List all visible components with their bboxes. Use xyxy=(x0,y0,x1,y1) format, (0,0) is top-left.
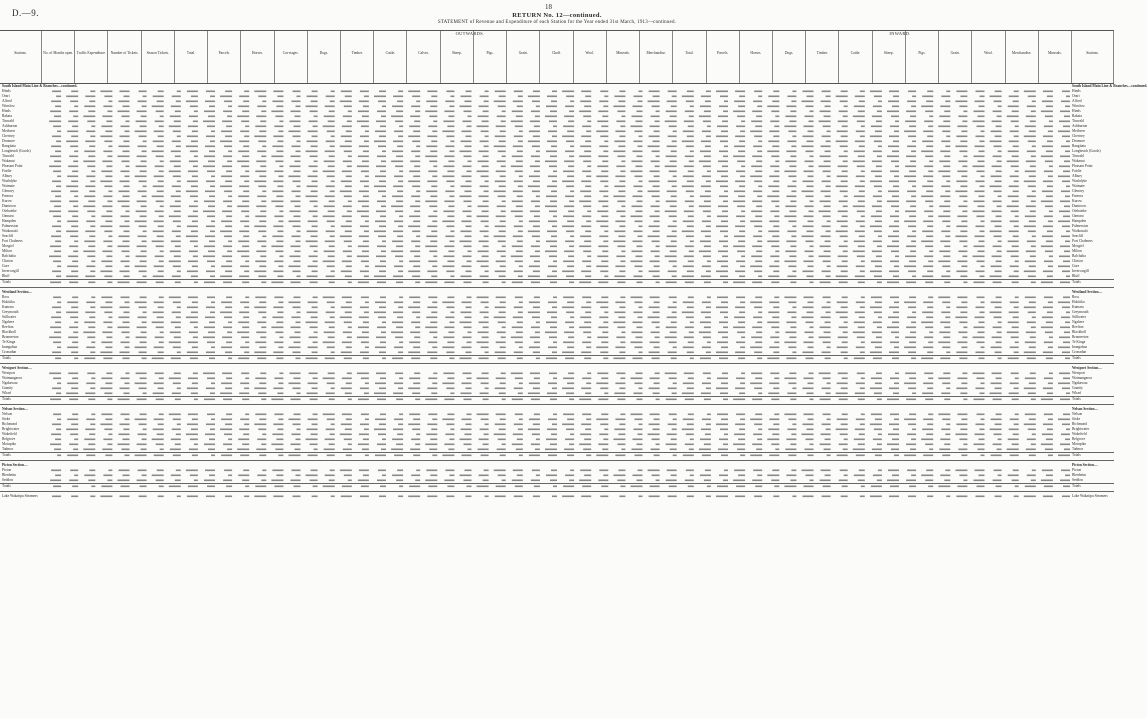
station-name: Washdyke xyxy=(1072,179,1087,183)
column-header: Sheep. xyxy=(873,31,906,83)
station-name: Bluff xyxy=(2,274,10,278)
station-name: Wakefield xyxy=(1072,432,1087,436)
station-name: Methven xyxy=(2,129,15,133)
table-row xyxy=(44,280,1070,285)
column-header: Sheep. xyxy=(441,31,474,83)
column-header: Dogs. xyxy=(773,31,806,83)
table-row xyxy=(44,397,1070,402)
station-name: Dromore xyxy=(1072,139,1085,143)
section-heading: South Island Main Line & Branches—continued. xyxy=(2,84,78,88)
station-name: Tadmor xyxy=(1072,447,1084,451)
station-name: Inangahua xyxy=(2,345,17,349)
table-row xyxy=(44,484,1070,489)
column-header: Dogs. xyxy=(308,31,341,83)
station-name: Nelson xyxy=(1072,412,1083,416)
section-rule xyxy=(0,483,1114,484)
station-name: Totals xyxy=(1072,484,1081,488)
station-name: Stillwater xyxy=(1072,315,1086,319)
station-name: Stoke xyxy=(2,417,11,421)
station-name: Seacliff xyxy=(1072,234,1084,238)
station-name: Pleasant Point xyxy=(2,164,23,168)
station-name: Clinton xyxy=(2,259,13,263)
station-name: Tinwald xyxy=(2,154,14,158)
station-name: Brunnerton xyxy=(2,335,19,339)
station-name: Waimate xyxy=(2,184,15,188)
column-header: Parcels. xyxy=(208,31,241,83)
station-name: Westport xyxy=(1072,371,1085,375)
station-name: Hinds xyxy=(2,109,11,113)
station-name: Waimate xyxy=(1072,184,1085,188)
column-header: Cattle. xyxy=(839,31,872,83)
station-name: Longbeach (Goods) xyxy=(2,149,31,153)
station-name: Waimangaroa xyxy=(2,376,22,380)
column-header: Number of Tickets. xyxy=(108,31,141,83)
station-name: Duntroon xyxy=(2,204,16,208)
section-heading: Westport Section— xyxy=(1072,366,1102,370)
station-name: Lake Wakatipu Steamers xyxy=(2,494,38,498)
table-row xyxy=(44,453,1070,458)
station-name: Pareora xyxy=(2,194,13,198)
column-header: Calves. xyxy=(407,31,440,83)
station-name: Palmerston xyxy=(1072,224,1089,228)
station-name: Blackball xyxy=(2,330,16,334)
section-rule xyxy=(0,396,1114,397)
station-name: Ross xyxy=(1072,295,1079,299)
station-name: Clinton xyxy=(1072,259,1083,263)
station-name: Greymouth xyxy=(2,310,19,314)
station-name: Alford xyxy=(2,99,12,103)
column-header: Minerals. xyxy=(607,31,640,83)
station-name: Blenheim xyxy=(1072,473,1086,477)
page-header xyxy=(0,0,1114,28)
station-name: Otekaieke xyxy=(2,209,17,213)
station-name: Stillwater xyxy=(2,315,16,319)
column-header: Car-riages. xyxy=(275,31,308,83)
station-name: Inangahua xyxy=(1072,345,1087,349)
station-name: Totals xyxy=(2,356,11,360)
station-name: Blackball xyxy=(1072,330,1086,334)
section-heading: Nelson Section— xyxy=(2,407,29,411)
station-name: Palmerston xyxy=(2,224,19,228)
station-name: Waimangaroa xyxy=(1072,376,1092,380)
station-name: Pareora xyxy=(1072,194,1083,198)
station-name: Totals xyxy=(1072,356,1081,360)
station-name: Belgrove xyxy=(1072,437,1086,441)
station-name: Richmond xyxy=(1072,422,1087,426)
column-header: Stations. xyxy=(1072,31,1114,83)
station-name: Hampden xyxy=(2,219,16,223)
section-rule xyxy=(0,491,1114,492)
station-name: Nelson xyxy=(2,412,13,416)
station-name: Reefton xyxy=(2,325,14,329)
station-name: Tinwald xyxy=(1072,154,1084,158)
section-heading: Westland Section— xyxy=(2,290,33,294)
column-header: Cattle. xyxy=(374,31,407,83)
station-name: Port Chalmers xyxy=(1072,239,1093,243)
station-name: Chertsey xyxy=(1072,134,1085,138)
station-name: Orari xyxy=(2,94,10,98)
section-heading: Westport Section— xyxy=(2,366,32,370)
station-name: Tadmor xyxy=(2,447,14,451)
column-header: Horses. xyxy=(740,31,773,83)
station-name: Albury xyxy=(1072,174,1083,178)
station-name: Ngahere xyxy=(1072,320,1085,324)
column-header: No. of Months open. xyxy=(42,31,75,83)
station-name: Rangitata xyxy=(1072,144,1086,148)
station-name: Totals xyxy=(2,397,11,401)
station-name: Totals xyxy=(1072,280,1081,284)
station-name: Winslow xyxy=(1072,104,1085,108)
section-rule xyxy=(0,363,1114,364)
station-name: Rakaia xyxy=(2,114,12,118)
station-name: Kurow xyxy=(2,199,12,203)
station-name: Waikouaiti xyxy=(2,229,18,233)
column-header: Minerals. xyxy=(1039,31,1072,83)
station-name: Seddon xyxy=(1072,478,1083,482)
station-name: Glenavy xyxy=(2,189,15,193)
station-name: Greymouth xyxy=(1072,310,1089,314)
station-name: Orari xyxy=(1072,94,1080,98)
station-name: Invercargill xyxy=(2,269,19,273)
section-heading: Nelson Section— xyxy=(1072,407,1099,411)
station-name: Richmond xyxy=(2,422,17,426)
station-name: Belgrove xyxy=(2,437,16,441)
section-rule xyxy=(0,279,1114,280)
table-header xyxy=(0,30,1114,84)
station-name: Hinds xyxy=(2,89,11,93)
station-name: Milton xyxy=(1072,249,1082,253)
station-name: Duntroon xyxy=(1072,204,1086,208)
document-reference: D.—9. xyxy=(12,8,39,18)
station-name: Seddon xyxy=(2,478,13,482)
station-name: Te Kinga xyxy=(1072,340,1086,344)
section-heading: Picton Section— xyxy=(2,463,28,467)
station-name: Granity xyxy=(2,386,13,390)
section-heading: South Island Main Line & Branches—continued. xyxy=(1072,84,1147,88)
station-name: Motupiko xyxy=(2,442,17,446)
station-name: Balclutha xyxy=(2,254,16,258)
section-rule xyxy=(0,452,1114,453)
station-name: Gore xyxy=(2,264,10,268)
station-name: Invercargill xyxy=(1072,269,1089,273)
station-name: Chertsey xyxy=(2,134,15,138)
table-row xyxy=(44,356,1070,361)
station-name: Albury xyxy=(2,174,13,178)
station-name: Brunnerton xyxy=(1072,335,1089,339)
station-name: Stoke xyxy=(1072,417,1081,421)
station-name: Ross xyxy=(2,295,9,299)
column-header: Horses. xyxy=(241,31,274,83)
section-heading: Picton Section— xyxy=(1072,463,1098,467)
station-name: Fairlie xyxy=(2,169,12,173)
station-name: Reefton xyxy=(1072,325,1084,329)
station-name: Seacliff xyxy=(2,234,14,238)
station-name: Fairlie xyxy=(1072,169,1082,173)
station-name: Brightwater xyxy=(2,427,20,431)
station-name: Te Kinga xyxy=(2,340,16,344)
station-name: Methven xyxy=(1072,129,1085,133)
station-name: Glenavy xyxy=(1072,189,1085,193)
station-name: Ngakawau xyxy=(2,381,18,385)
station-name: Cronadun xyxy=(2,350,17,354)
station-name: Milton xyxy=(2,249,12,253)
station-name: Wharf xyxy=(1072,391,1082,395)
section-rule xyxy=(0,287,1114,288)
station-name: Kurow xyxy=(1072,199,1082,203)
station-name: Ashburton xyxy=(2,124,18,128)
station-name: Hinds xyxy=(1072,89,1081,93)
column-header: Total. xyxy=(175,31,208,83)
return-title: RETURN No. 12—continued. xyxy=(512,12,602,19)
section-rule xyxy=(0,460,1114,461)
station-name: Otekaieke xyxy=(1072,209,1087,213)
station-name: Hokitika xyxy=(1072,300,1085,304)
station-name: Granity xyxy=(1072,386,1083,390)
station-name: Ashburton xyxy=(1072,124,1088,128)
column-header: Timber. xyxy=(341,31,374,83)
column-header: Merchandise. xyxy=(640,31,673,83)
column-header: Grain. xyxy=(939,31,972,83)
station-name: Pleasant Point xyxy=(1072,164,1093,168)
column-header: Traffic Expenditure. xyxy=(75,31,108,83)
station-name: Dromore xyxy=(2,139,15,143)
station-name: Ngahere xyxy=(2,320,15,324)
station-name: Longbeach (Goods) xyxy=(1072,149,1101,153)
column-header: Wool. xyxy=(972,31,1005,83)
station-name: Hampden xyxy=(1072,219,1086,223)
inwards-band: INWARD. xyxy=(889,31,911,36)
station-name: Rangitata xyxy=(2,144,16,148)
table-row xyxy=(44,494,1070,499)
page-number: 18 xyxy=(545,3,552,11)
station-name: Motupiko xyxy=(1072,442,1087,446)
station-name: Mosgiel xyxy=(1072,244,1084,248)
station-name: Hokitika xyxy=(2,300,15,304)
column-header: Total. xyxy=(673,31,706,83)
station-name: Totals xyxy=(1072,397,1081,401)
station-name: Picton xyxy=(1072,468,1082,472)
station-name: Blenheim xyxy=(2,473,16,477)
station-name: Kumara xyxy=(2,305,14,309)
station-name: Totals xyxy=(2,453,11,457)
column-header: Merchandise. xyxy=(1006,31,1039,83)
station-name: Balclutha xyxy=(1072,254,1086,258)
statement-subtitle: STATEMENT of Revenue and Expenditure of each Station for the Year ended 31st March, 1913—continued. xyxy=(437,20,677,25)
station-name: Gore xyxy=(1072,264,1080,268)
station-name: Waikouaiti xyxy=(1072,229,1088,233)
station-name: Hinds xyxy=(1072,109,1081,113)
station-name: Wakanui xyxy=(2,159,15,163)
column-header: Wool. xyxy=(574,31,607,83)
column-header: Grain. xyxy=(507,31,540,83)
outwards-band: OUTWARDS. xyxy=(455,31,485,36)
station-name: Brightwater xyxy=(1072,427,1090,431)
station-name: Alford xyxy=(1072,99,1082,103)
column-header: Stations. xyxy=(0,31,42,83)
station-name: Wharf xyxy=(2,391,12,395)
column-header: Season Tickets. xyxy=(142,31,175,83)
station-name: Kumara xyxy=(1072,305,1084,309)
station-name: Tinwald xyxy=(1072,119,1084,123)
column-header: Timber. xyxy=(806,31,839,83)
station-name: Cronadun xyxy=(1072,350,1087,354)
station-name: Westport xyxy=(2,371,15,375)
column-header: Chaff. xyxy=(540,31,573,83)
station-name: Bluff xyxy=(1072,274,1080,278)
station-name: Tinwald xyxy=(2,119,14,123)
station-name: Totals xyxy=(2,280,11,284)
section-rule xyxy=(0,404,1114,405)
section-heading: Westland Section— xyxy=(1072,290,1103,294)
station-name: Lake Wakatipu Steamers xyxy=(1072,494,1108,498)
station-name: Mosgiel xyxy=(2,244,14,248)
column-header: Pigs. xyxy=(474,31,507,83)
station-name: Port Chalmers xyxy=(2,239,23,243)
station-name: Totals xyxy=(1072,453,1081,457)
station-name: Totals xyxy=(2,484,11,488)
column-header: Pigs. xyxy=(906,31,939,83)
station-name: Ngakawau xyxy=(1072,381,1088,385)
station-name: Rakaia xyxy=(1072,114,1082,118)
station-name: Washdyke xyxy=(2,179,17,183)
station-name: Winslow xyxy=(2,104,15,108)
column-header: Parcels. xyxy=(707,31,740,83)
station-name: Wakefield xyxy=(2,432,17,436)
station-name: Wakanui xyxy=(1072,159,1085,163)
section-rule xyxy=(0,355,1114,356)
station-name: Oamaru xyxy=(1072,214,1084,218)
station-name: Picton xyxy=(2,468,12,472)
station-name: Oamaru xyxy=(2,214,14,218)
